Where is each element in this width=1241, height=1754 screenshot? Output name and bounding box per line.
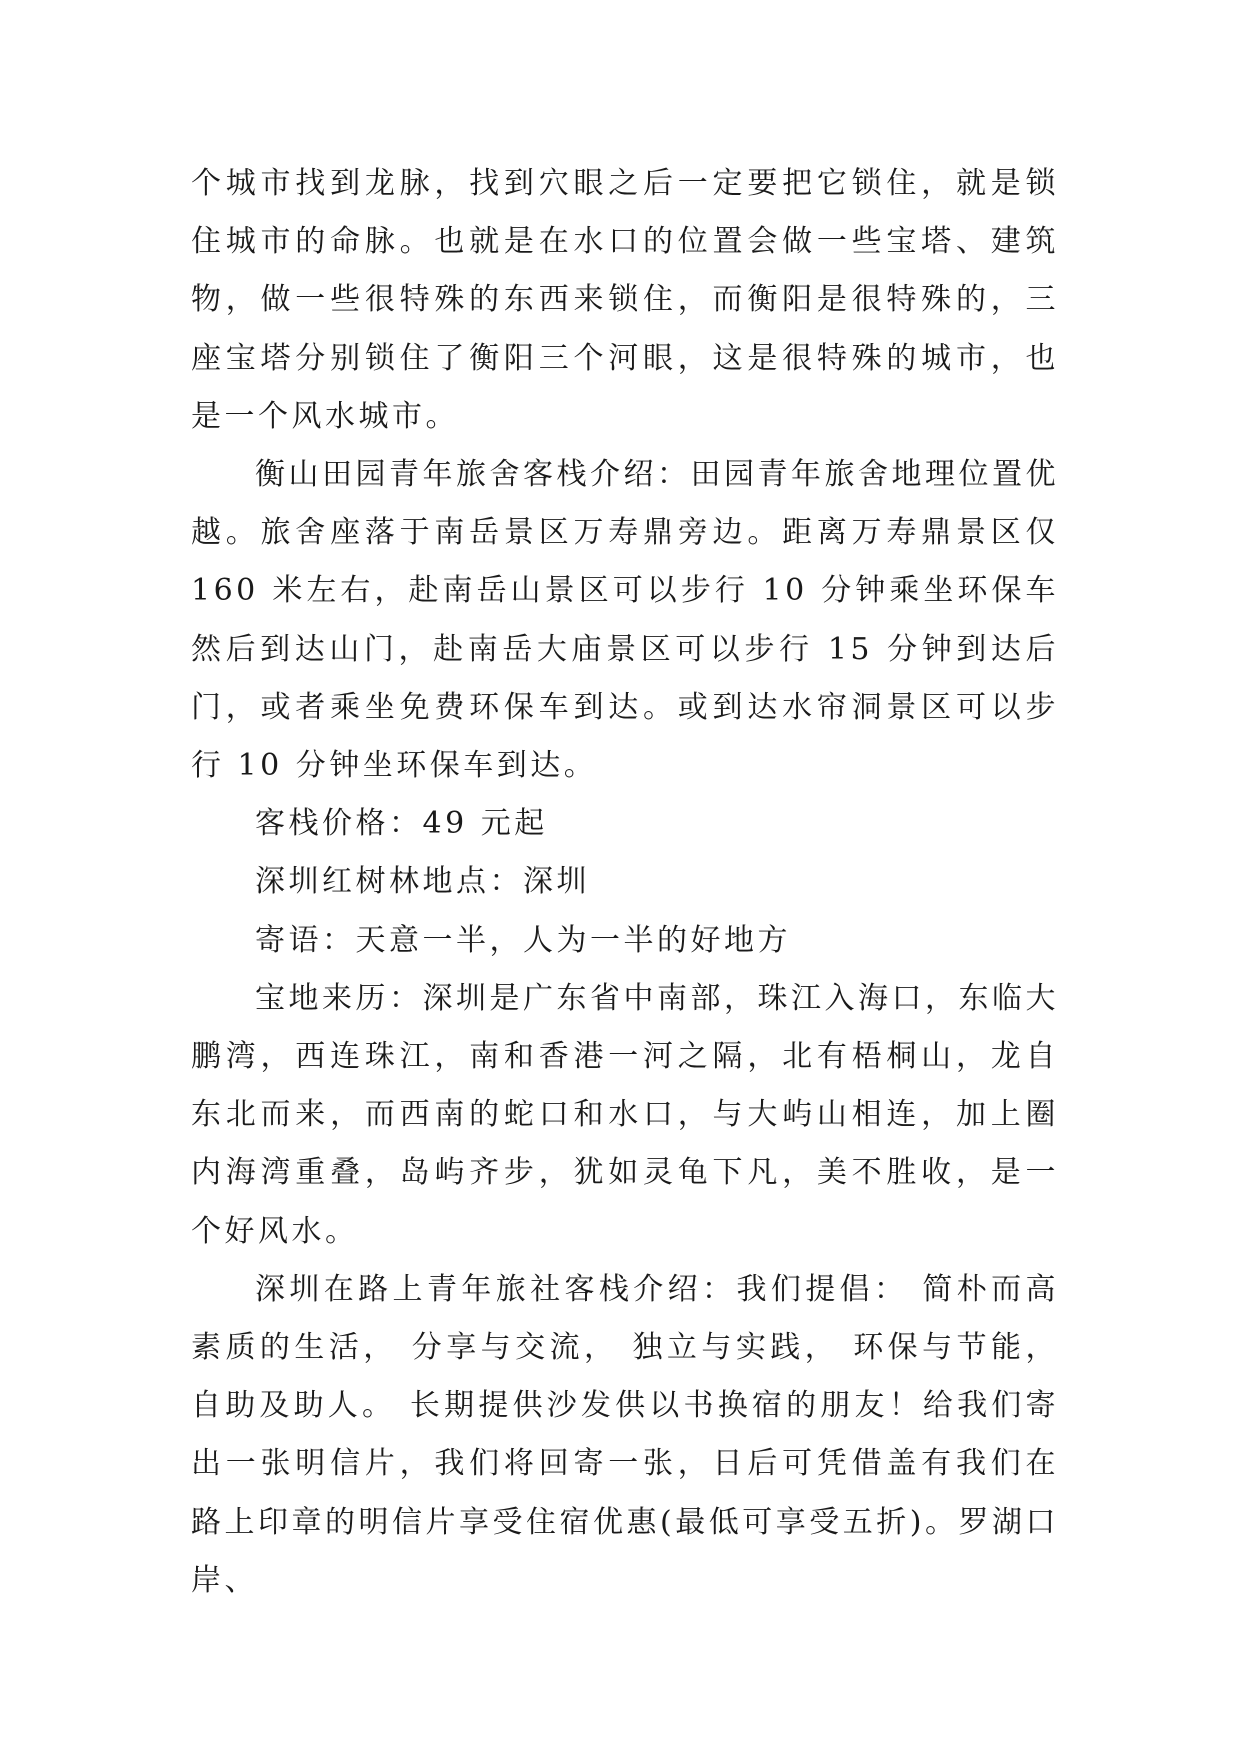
document-body xyxy=(191,155,1059,1610)
paragraph-hostel-price: 客栈价格：49 元起 xyxy=(255,806,548,842)
paragraph-shenzhen-hostel-intro: 深圳在路上青年旅社客栈介绍：我们提倡： 简朴而高素质的生活， 分享与交流， 独立与实践， 环保与节能， 自助及助人。 长期提供沙发供以书换宿的朋友！给我们寄出一张明信片，我们将回寄一张，日后可凭借盖有我们在路上印章的明信片享受住宿优惠(最低可享受五折)。罗湖口岸、 xyxy=(191,1271,1059,1598)
paragraph-city-dragon-vein: 个城市找到龙脉，找到穴眼之后一定要把它锁住，就是锁住城市的命脉。也就是在水口的位置会做一些宝塔、建筑物，做一些很特殊的东西来锁住，而衡阳是很特殊的，三座宝塔分别锁住了衡阳三个河眼，这是很特殊的城市，也是一个风水城市。 xyxy=(191,166,1059,434)
paragraph-shenzhen-location: 深圳红树林地点：深圳 xyxy=(255,864,590,900)
paragraph-shenzhen-motto: 寄语：天意一半，人为一半的好地方 xyxy=(255,922,791,958)
paragraph-hengshan-hostel-intro: 衡山田园青年旅舍客栈介绍：田园青年旅舍地理位置优越。旅舍座落于南岳景区万寿鼎旁边。距离万寿鼎景区仅 160 米左右，赴南岳山景区可以步行 10 分钟乘坐环保车然后到达山门，赴南岳大庙景区可以步行 15 分钟到达后门，或者乘坐免费环保车到达。或到达水帘洞景区可以步行 10 分钟坐环保车到达。 xyxy=(191,457,1059,784)
paragraph-shenzhen-history: 宝地来历：深圳是广东省中南部，珠江入海口，东临大鹏湾，西连珠江，南和香港一河之隔，北有梧桐山，龙自东北而来，而西南的蛇口和水口，与大屿山相连，加上圈内海湾重叠，岛屿齐步，犹如灵龟下凡，美不胜收，是一个好风水。 xyxy=(191,980,1059,1249)
